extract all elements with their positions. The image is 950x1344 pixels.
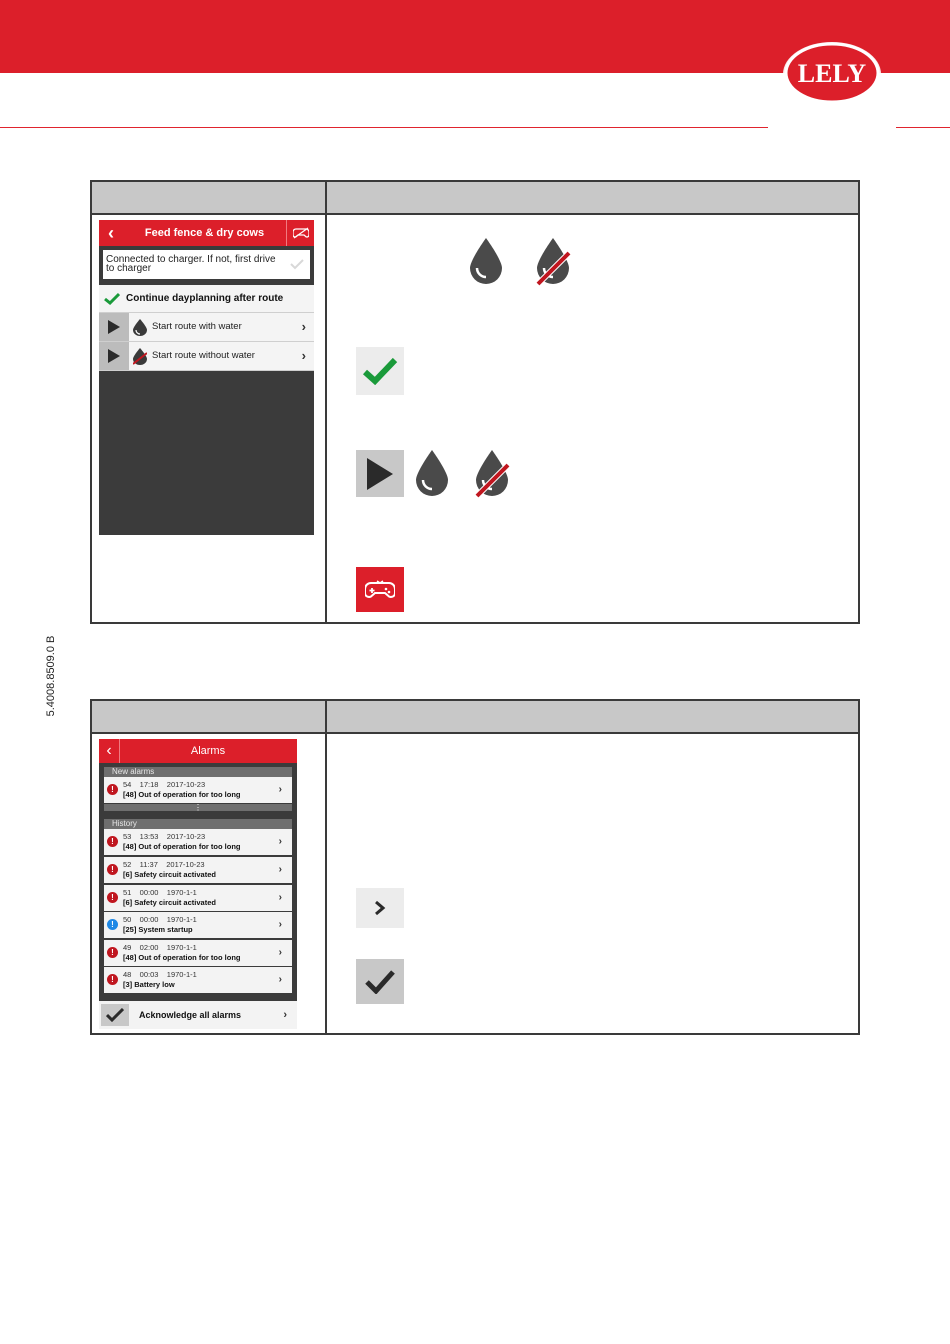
chevron-right-icon: › xyxy=(278,836,282,847)
alarm-text: [48] Out of operation for too long xyxy=(123,842,241,851)
manual-control-button[interactable] xyxy=(286,220,314,246)
alarm-text: [48] Out of operation for too long xyxy=(123,953,241,962)
continue-label: Continue dayplanning after route xyxy=(126,293,284,304)
gamepad-icon xyxy=(356,567,404,612)
alarm-meta: 50 00:00 1970-1-1 xyxy=(123,915,197,924)
alarm-text: [6] Safety circuit activated xyxy=(123,898,216,907)
alarm-row[interactable] xyxy=(104,885,292,911)
document-code: 5.4008.8509.0 B xyxy=(45,635,57,717)
more-indicator: ⋮ xyxy=(104,804,292,811)
error-icon: ! xyxy=(107,836,118,847)
screen-header xyxy=(99,739,297,763)
chevron-right-icon: › xyxy=(278,919,282,930)
alarm-meta: 49 02:00 1970-1-1 xyxy=(123,943,197,952)
error-icon: ! xyxy=(107,892,118,903)
new-alarms-label: New alarms xyxy=(104,767,292,777)
lely-logo xyxy=(782,40,882,106)
start-with-water-button[interactable] xyxy=(99,313,314,342)
svg-text:LELY: LELY xyxy=(797,59,867,88)
alarm-meta: 53 13:53 2017-10-23 xyxy=(123,832,206,841)
back-button[interactable]: ‹ xyxy=(108,223,114,243)
check-icon xyxy=(290,258,304,270)
start-without-water-button[interactable] xyxy=(99,342,314,371)
alarm-meta: 51 00:00 1970-1-1 xyxy=(123,888,197,897)
water-drop-icon xyxy=(133,319,147,336)
back-button[interactable]: ‹ xyxy=(99,739,120,763)
error-icon: ! xyxy=(107,947,118,958)
no-water-drop-icon xyxy=(474,448,510,498)
play-icon xyxy=(356,450,404,497)
error-icon: ! xyxy=(107,864,118,875)
chevron-right-icon xyxy=(356,888,404,928)
continue-check-icon xyxy=(356,347,404,395)
play-icon xyxy=(99,342,129,370)
alarm-row[interactable] xyxy=(104,940,292,966)
alarm-row[interactable] xyxy=(104,912,292,938)
route-screen xyxy=(99,220,314,535)
alarm-text: [3] Battery low xyxy=(123,980,175,989)
header-rule-left xyxy=(0,127,768,128)
check-icon xyxy=(104,292,120,305)
table-header xyxy=(92,182,858,215)
alarm-row[interactable] xyxy=(104,777,292,803)
alarm-text: [25] System startup xyxy=(123,925,193,934)
alarm-meta: 48 00:03 1970-1-1 xyxy=(123,970,197,979)
alarm-row[interactable] xyxy=(104,829,292,855)
no-water-drop-icon xyxy=(535,236,571,286)
screen-header xyxy=(99,220,314,246)
alarm-row[interactable] xyxy=(104,967,292,993)
alarm-text: [6] Safety circuit activated xyxy=(123,870,216,879)
start-without-water-label: Start route without water xyxy=(152,350,255,361)
chevron-right-icon: › xyxy=(301,348,306,363)
header-rule-right xyxy=(896,127,950,128)
table-header xyxy=(92,701,858,734)
start-with-water-label: Start route with water xyxy=(152,321,242,332)
alarm-row[interactable] xyxy=(104,857,292,883)
chevron-right-icon: › xyxy=(278,784,282,795)
gamepad-icon xyxy=(293,227,309,239)
alarm-meta: 54 17:18 2017-10-23 xyxy=(123,780,206,789)
info-icon: ! xyxy=(107,919,118,930)
charger-message: Connected to charger. If not, first drive to charger xyxy=(101,248,312,281)
chevron-right-icon: › xyxy=(301,319,306,334)
alarm-meta: 52 11:37 2017-10-23 xyxy=(123,860,205,869)
alarms-screen xyxy=(99,739,297,1001)
acknowledge-label: Acknowledge all alarms xyxy=(139,1010,242,1020)
check-icon xyxy=(356,959,404,1004)
chevron-right-icon: › xyxy=(278,974,282,985)
water-drop-icon xyxy=(414,448,450,498)
play-icon xyxy=(99,313,129,341)
chevron-right-icon: › xyxy=(283,1009,287,1021)
error-icon: ! xyxy=(107,974,118,985)
error-icon: ! xyxy=(107,784,118,795)
acknowledge-all-button[interactable] xyxy=(99,1001,297,1029)
screen-title: Alarms xyxy=(190,745,226,757)
chevron-right-icon: › xyxy=(278,864,282,875)
screen-title: Feed fence & dry cows xyxy=(144,227,265,239)
no-water-drop-icon xyxy=(133,348,147,365)
chevron-right-icon: › xyxy=(278,947,282,958)
alarm-text: [48] Out of operation for too long xyxy=(123,790,241,799)
water-drop-icon xyxy=(468,236,504,286)
chevron-right-icon: › xyxy=(278,892,282,903)
history-label: History xyxy=(104,819,292,829)
continue-dayplanning-option[interactable] xyxy=(99,285,314,313)
check-icon xyxy=(101,1004,129,1026)
